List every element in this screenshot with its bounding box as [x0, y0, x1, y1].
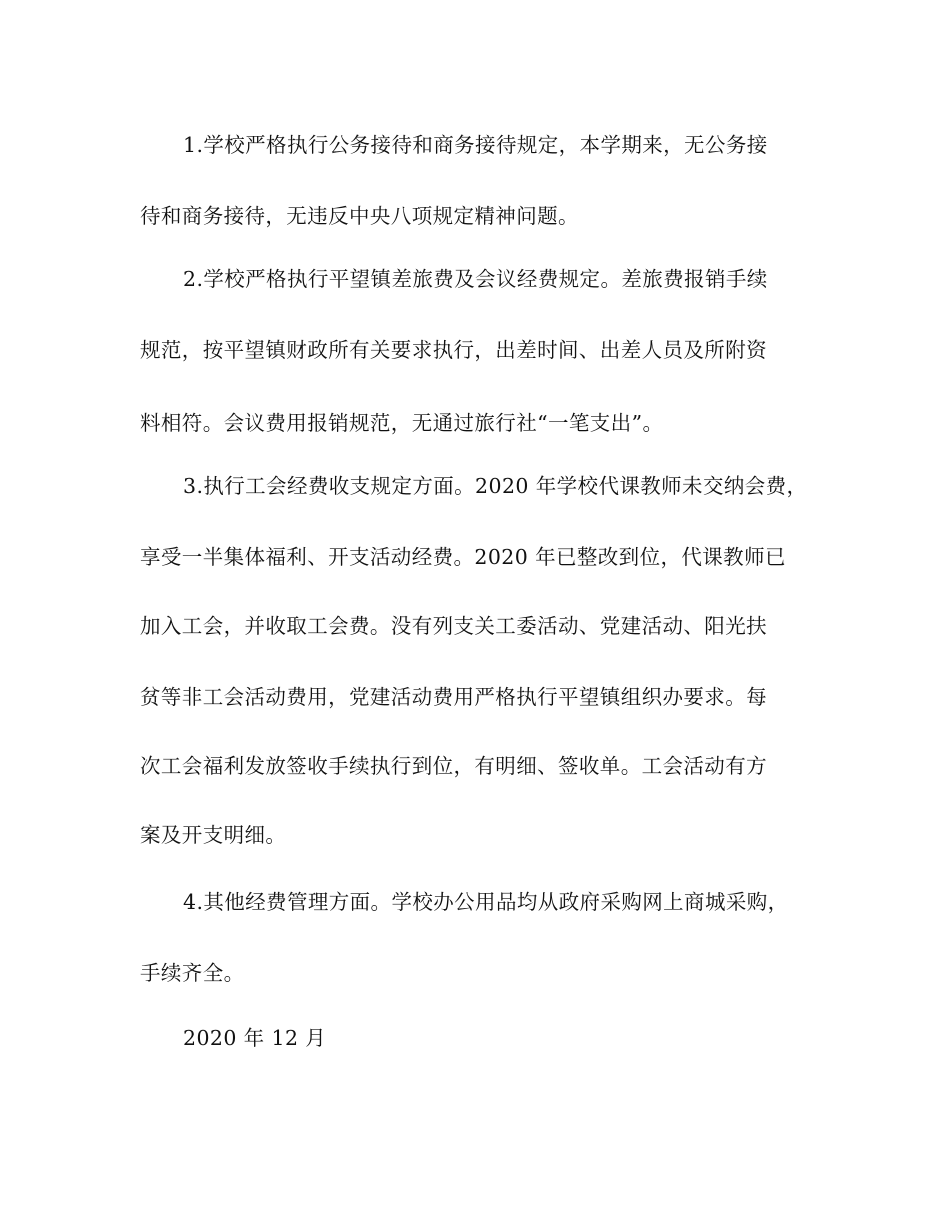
paragraph-2-line-1: 2.学校严格执行平望镇差旅费及会议经费规定。差旅费报销手续: [183, 267, 768, 291]
paragraph-3-line-5: 次工会福利发放签收手续执行到位，有明细、签收单。工会活动有方: [140, 754, 767, 778]
paragraph-4-line-1: 4.其他经费管理方面。学校办公用品均从政府采购网上商城采购，: [183, 890, 789, 914]
paragraph-3-line-6: 案及开支明细。: [140, 823, 287, 847]
paragraph-1-line-1: 1.学校严格执行公务接待和商务接待规定，本学期来，无公务接: [183, 133, 768, 157]
paragraph-3-line-3: 加入工会，并收取工会费。没有列支关工委活动、党建活动、阳光扶: [140, 614, 767, 638]
paragraph-2-line-2: 规范，按平望镇财政所有关要求执行，出差时间、出差人员及所附资: [140, 338, 767, 362]
paragraph-1-line-2: 待和商务接待，无违反中央八项规定精神问题。: [140, 204, 579, 228]
paragraph-3-line-1: 3.执行工会经费收支规定方面。2020 年学校代课教师未交纳会费，: [183, 474, 808, 498]
paragraph-3-line-4: 贫等非工会活动费用，党建活动费用严格执行平望镇组织办要求。每: [140, 685, 767, 709]
paragraph-4-line-2: 手续齐全。: [140, 961, 245, 985]
document-date: 2020 年 12 月: [183, 1026, 327, 1050]
paragraph-3-line-2: 享受一半集体福利、开支活动经费。2020 年已整改到位，代课教师已: [140, 545, 786, 569]
paragraph-2-line-3: 料相符。会议费用报销规范，无通过旅行社“一笔支出”。: [140, 411, 664, 435]
